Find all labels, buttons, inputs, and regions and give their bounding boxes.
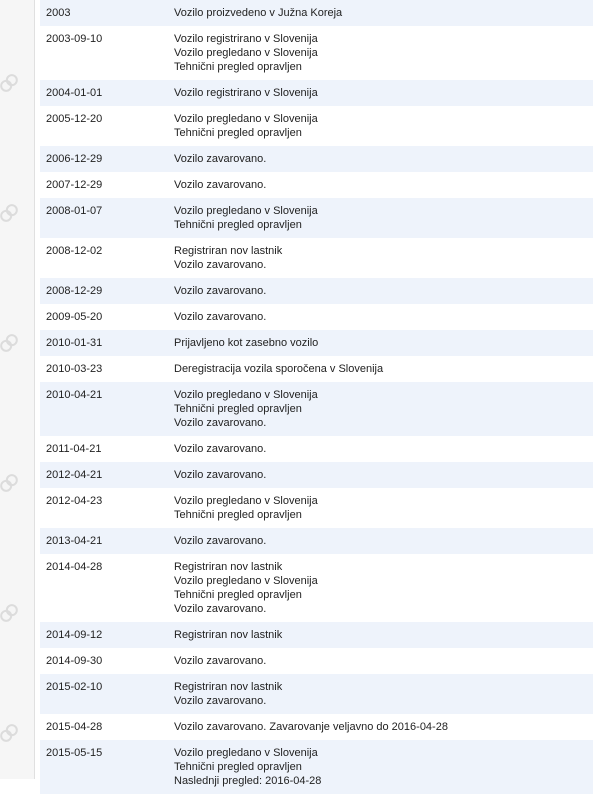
vehicle-history-table [40, 0, 593, 794]
history-date: 2003-09-10 [40, 26, 168, 80]
history-event-line: Vozilo pregledano v Slovenija [174, 747, 318, 759]
vehicle-history-rows [40, 0, 593, 794]
table-row [40, 674, 593, 714]
history-date: 2003 [40, 0, 168, 26]
history-events [168, 172, 593, 198]
history-events [168, 0, 593, 26]
history-event-line: Vozilo zavarovano. [174, 153, 267, 165]
history-event-line: Vozilo pregledano v Slovenija [174, 389, 318, 401]
history-date: 2015-05-15 [40, 740, 168, 794]
history-events [168, 330, 593, 356]
history-events [168, 278, 593, 304]
history-date: 2008-12-29 [40, 278, 168, 304]
history-events [168, 238, 593, 278]
history-date: 2012-04-23 [40, 488, 168, 528]
history-events [168, 106, 593, 146]
history-event-line: Vozilo zavarovano. [174, 259, 267, 271]
history-events [168, 382, 593, 436]
history-events [168, 80, 593, 106]
history-event-line: Registriran nov lastnik [174, 561, 283, 573]
table-row [40, 740, 593, 794]
history-events [168, 528, 593, 554]
history-event-line: Vozilo zavarovano. Zavarovanje veljavno do 2016-04-28 [174, 721, 448, 733]
history-date: 2004-01-01 [40, 80, 168, 106]
table-row [40, 330, 593, 356]
history-date: 2006-12-29 [40, 146, 168, 172]
history-event-line: Vozilo pregledano v Slovenija [174, 113, 318, 125]
table-row [40, 528, 593, 554]
history-date: 2009-05-20 [40, 304, 168, 330]
history-event-line: Naslednji pregled: 2016-04-28 [174, 775, 322, 787]
history-date: 2014-09-12 [40, 622, 168, 648]
table-row [40, 0, 593, 26]
history-events [168, 436, 593, 462]
history-date: 2010-03-23 [40, 356, 168, 382]
history-event-line: Tehnični pregled opravljen [174, 589, 302, 601]
history-event-line: Tehnični pregled opravljen [174, 219, 302, 231]
history-event-line: Vozilo registrirano v Slovenija [174, 33, 318, 45]
table-row [40, 462, 593, 488]
history-event-line: Registriran nov lastnik [174, 629, 283, 641]
history-event-line: Vozilo zavarovano. [174, 179, 267, 191]
history-date: 2015-02-10 [40, 674, 168, 714]
history-events [168, 356, 593, 382]
history-events [168, 674, 593, 714]
table-row [40, 80, 593, 106]
history-events [168, 714, 593, 740]
table-row [40, 172, 593, 198]
history-event-line: Tehnični pregled opravljen [174, 509, 302, 521]
history-date: 2010-01-31 [40, 330, 168, 356]
watermark-logo-icon [0, 330, 22, 356]
history-event-line: Vozilo zavarovano. [174, 417, 267, 429]
history-date: 2011-04-21 [40, 436, 168, 462]
table-row [40, 622, 593, 648]
history-date: 2005-12-20 [40, 106, 168, 146]
history-events [168, 740, 593, 794]
vehicle-history-panel [40, 0, 593, 787]
history-event-line: Vozilo zavarovano. [174, 535, 267, 547]
table-row [40, 554, 593, 622]
history-event-line: Vozilo zavarovano. [174, 311, 267, 323]
history-event-line: Tehnični pregled opravljen [174, 127, 302, 139]
history-event-line: Vozilo zavarovano. [174, 655, 267, 667]
table-row [40, 356, 593, 382]
watermark-logo-icon [0, 200, 22, 226]
table-row [40, 436, 593, 462]
history-date: 2013-04-21 [40, 528, 168, 554]
history-event-line: Tehnični pregled opravljen [174, 761, 302, 773]
table-row [40, 714, 593, 740]
history-event-line: Vozilo zavarovano. [174, 695, 267, 707]
history-event-line: Registriran nov lastnik [174, 245, 283, 257]
history-date: 2010-04-21 [40, 382, 168, 436]
history-event-line: Vozilo pregledano v Slovenija [174, 205, 318, 217]
history-date: 2015-04-28 [40, 714, 168, 740]
history-events [168, 198, 593, 238]
history-date: 2008-12-02 [40, 238, 168, 278]
history-event-line: Tehnični pregled opravljen [174, 61, 302, 73]
history-event-line: Deregistracija vozila sporočena v Slovenija [174, 363, 384, 375]
table-row [40, 238, 593, 278]
history-event-line: Vozilo zavarovano. [174, 285, 267, 297]
history-event-line: Prijavljeno kot zasebno vozilo [174, 337, 319, 349]
history-events [168, 462, 593, 488]
history-event-line: Vozilo registrirano v Slovenija [174, 87, 318, 99]
watermark-logo-icon [0, 470, 22, 496]
history-events [168, 488, 593, 528]
history-date: 2014-09-30 [40, 648, 168, 674]
history-events [168, 648, 593, 674]
history-event-line: Vozilo pregledano v Slovenija [174, 495, 318, 507]
table-row [40, 488, 593, 528]
history-events [168, 622, 593, 648]
history-event-line: Vozilo zavarovano. [174, 443, 267, 455]
history-event-line: Vozilo zavarovano. [174, 469, 267, 481]
history-event-line: Registriran nov lastnik [174, 681, 283, 693]
table-row [40, 304, 593, 330]
history-date: 2012-04-21 [40, 462, 168, 488]
history-date: 2008-01-07 [40, 198, 168, 238]
left-gutter [0, 0, 35, 779]
watermark-logo-icon [0, 70, 22, 96]
table-row [40, 648, 593, 674]
history-event-line: Vozilo pregledano v Slovenija [174, 47, 318, 59]
table-row [40, 198, 593, 238]
table-row [40, 106, 593, 146]
history-events [168, 304, 593, 330]
history-events [168, 26, 593, 80]
history-date: 2007-12-29 [40, 172, 168, 198]
history-date: 2014-04-28 [40, 554, 168, 622]
history-event-line: Vozilo proizvedeno v Južna Koreja [174, 7, 343, 19]
history-event-line: Vozilo pregledano v Slovenija [174, 575, 318, 587]
table-row [40, 382, 593, 436]
history-events [168, 146, 593, 172]
table-row [40, 146, 593, 172]
history-events [168, 554, 593, 622]
table-row [40, 26, 593, 80]
table-row [40, 278, 593, 304]
watermark-logo-icon [0, 600, 22, 626]
history-event-line: Vozilo zavarovano. [174, 603, 267, 615]
history-event-line: Tehnični pregled opravljen [174, 403, 302, 415]
watermark-logo-icon [0, 720, 22, 746]
